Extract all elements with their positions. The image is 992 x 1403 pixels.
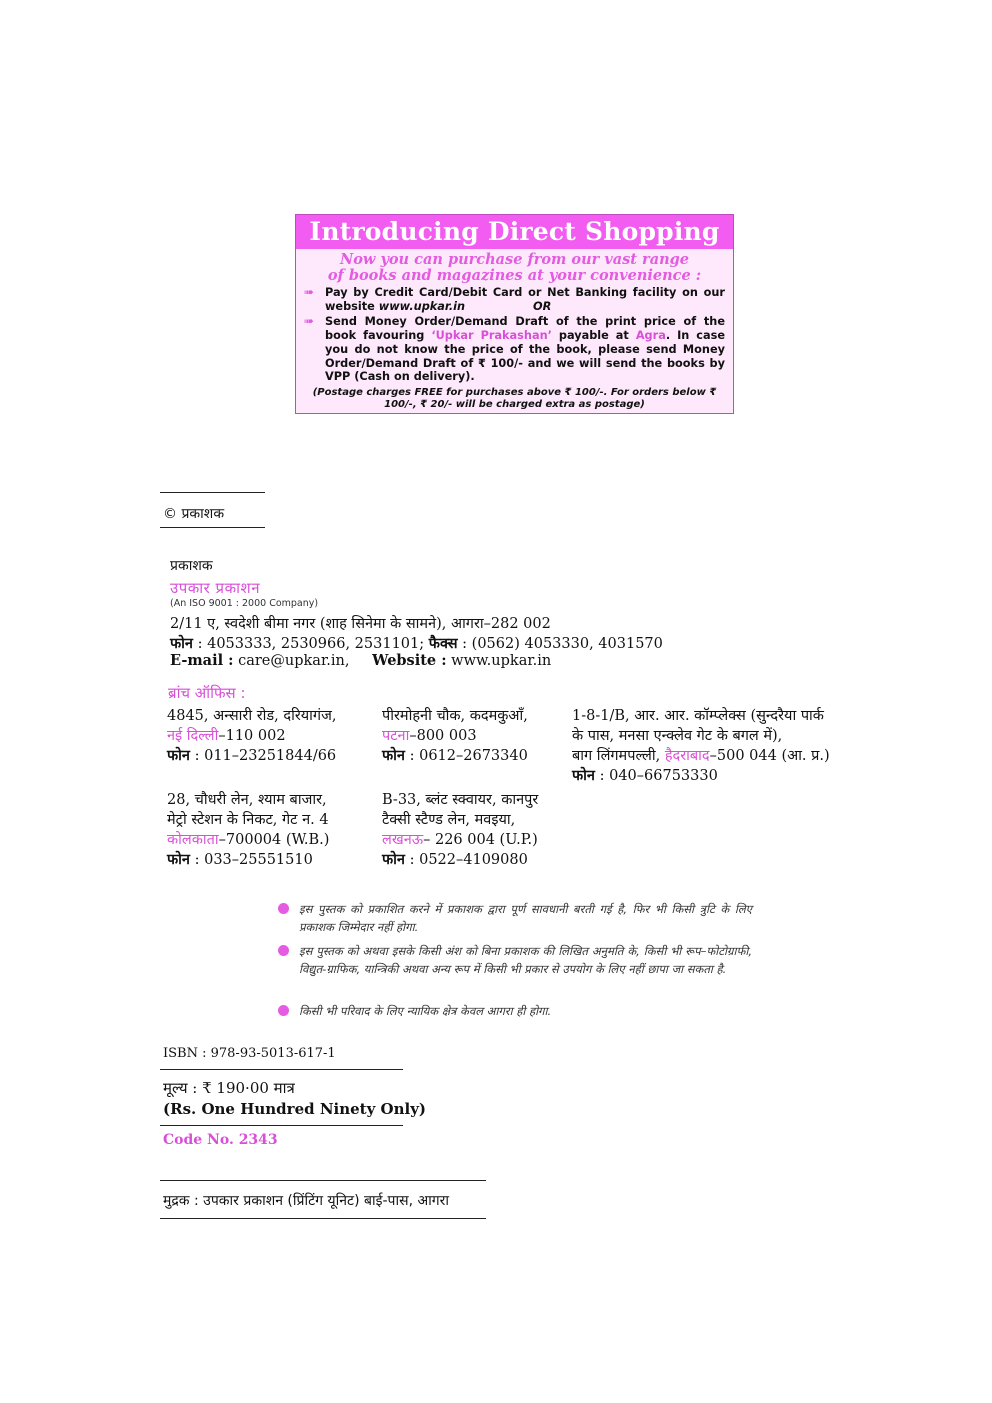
divider bbox=[160, 1180, 486, 1181]
branch-phone bbox=[382, 850, 538, 870]
branch-patna bbox=[382, 706, 528, 766]
branch-hyderabad bbox=[572, 706, 830, 786]
phone-numbers: : 4053333, 2530966, 2531101; bbox=[192, 636, 429, 652]
phone-label: फोन bbox=[167, 851, 190, 868]
ad-item-money-order bbox=[296, 315, 733, 384]
phone-label: फोन bbox=[572, 767, 595, 784]
branch-city: नई दिल्ली bbox=[167, 728, 219, 744]
disclaimer-text: इस पुस्तक को अथवा इसके किसी अंश को बिना प्रकाशक की लिखित अनुमति के, किसी भी रूप–फोटोग्राफी, विद्युत-ग्राफिक, यान्त्रिकी अथवा अन्य रूप में किसी भी प्रकार से उपयोग के लिए नहीं छापा जा सकता है. bbox=[299, 944, 752, 976]
price: मूल्य : ₹ 190·00 मात्र bbox=[163, 1079, 295, 1097]
ad-item-2-city: Agra bbox=[635, 329, 666, 343]
branch-city: कोलकाता bbox=[167, 832, 219, 848]
branch-city: पटना bbox=[382, 728, 410, 744]
phone-number: : 033–25551510 bbox=[189, 852, 313, 868]
branch-line: पीरमोहनी चौक, कदमकुआँ, bbox=[382, 708, 528, 724]
branch-kolkata bbox=[167, 790, 329, 870]
isbn: ISBN : 978-93-5013-617-1 bbox=[163, 1046, 336, 1061]
branch-city-line bbox=[167, 830, 329, 850]
ad-or-label: OR bbox=[533, 299, 552, 313]
publisher-heading: प्रकाशक bbox=[170, 558, 213, 574]
branch-city-line bbox=[382, 726, 528, 746]
price-in-words: (Rs. One Hundred Ninety Only) bbox=[163, 1100, 427, 1118]
publisher-address: 2/11 ए, स्वदेशी बीमा नगर (शाह सिनेमा के सामने), आगरा–282 002 bbox=[170, 616, 551, 632]
direct-shopping-ad bbox=[295, 214, 734, 414]
bullet-dot-icon bbox=[278, 1005, 289, 1016]
ad-subtitle-line-2: of books and magazines at your convenience : bbox=[327, 267, 702, 284]
disclaimer-text: किसी भी परिवाद के लिए न्यायिक क्षेत्र केवल आगरा ही होगा. bbox=[299, 1004, 552, 1018]
phone-label: फोन bbox=[382, 851, 405, 868]
bullet-dot-icon bbox=[278, 945, 289, 956]
website-label: Website : bbox=[372, 652, 447, 669]
branch-city: लखनऊ bbox=[382, 832, 424, 848]
website-url[interactable]: www.upkar.in bbox=[446, 653, 552, 669]
branch-delhi bbox=[167, 706, 336, 766]
code-number: Code No. 2343 bbox=[163, 1132, 278, 1148]
branch-city-line bbox=[572, 746, 830, 766]
arrow-icon: ➠ bbox=[304, 285, 315, 299]
branch-line: 28, चौधरी लेन, श्याम बाजार, bbox=[167, 792, 327, 808]
disclaimer-item bbox=[278, 1002, 752, 1020]
website-link[interactable]: www.upkar.in bbox=[378, 299, 466, 313]
ad-subtitle-line-1: Now you can purchase from our vast range bbox=[340, 251, 689, 268]
fax-numbers: : (0562) 4053330, 4031570 bbox=[457, 636, 663, 652]
divider bbox=[160, 1218, 486, 1219]
branch-line: 1-8-1/B, आर. आर. कॉम्प्लेक्स (सुन्दरैया पार्क bbox=[572, 708, 824, 724]
ad-item-1-text: Pay by Credit Card/Debit Card or Net Banking facility on our website bbox=[325, 286, 725, 313]
divider bbox=[160, 527, 265, 528]
ad-item-2-mid: payable at bbox=[558, 329, 629, 343]
branch-lucknow bbox=[382, 790, 538, 870]
publisher-phone bbox=[170, 635, 663, 653]
ad-item-2-publisher: ‘Upkar Prakashan’ bbox=[431, 329, 552, 343]
branch-pin: – 226 004 (U.P.) bbox=[423, 832, 538, 848]
email-label: E-mail : bbox=[170, 652, 234, 669]
bullet-dot-icon bbox=[278, 903, 289, 914]
phone-number: : 040–66753330 bbox=[594, 768, 718, 784]
branch-line: 4845, अन्सारी रोड, दरियागंज, bbox=[167, 708, 337, 724]
divider bbox=[160, 1069, 403, 1070]
fax-label: फैक्स bbox=[428, 635, 458, 652]
disclaimer-item bbox=[278, 900, 752, 936]
ad-postage-note: (Postage charges FREE for purchases above ₹ 100/-. For orders below ₹ 100/-, ₹ 20/- will be charged extra as postage) bbox=[312, 386, 717, 411]
publisher-iso: (An ISO 9001 : 2000 Company) bbox=[170, 598, 319, 609]
branch-phone bbox=[167, 850, 329, 870]
branch-line: B-33, ब्लंट स्क्वायर, कानपुर bbox=[382, 792, 539, 808]
branch-pin: –800 003 bbox=[409, 728, 477, 744]
phone-label: फोन bbox=[167, 747, 190, 764]
arrow-icon: ➠ bbox=[304, 314, 315, 329]
ad-banner-title: Introducing Direct Shopping bbox=[296, 215, 733, 249]
branch-pin: –700004 (W.B.) bbox=[218, 832, 330, 848]
publisher-contact bbox=[170, 652, 551, 670]
branch-locality: बाग लिंगमपल्ली, bbox=[572, 748, 665, 764]
copyright-line: © प्रकाशक bbox=[163, 506, 225, 522]
phone-number: : 011–23251844/66 bbox=[189, 748, 337, 764]
disclaimer-text: इस पुस्तक को प्रकाशित करने में प्रकाशक द्वारा पूर्ण सावधानी बरती गई है, फिर भी किसी त्रुटि के लिए प्रकाशक जिम्मेदार नहीं होगा. bbox=[299, 902, 752, 934]
branch-city-line bbox=[382, 830, 538, 850]
phone-label: फोन bbox=[382, 747, 405, 764]
branch-phone bbox=[572, 766, 830, 786]
ad-item-card-payment bbox=[296, 286, 733, 313]
divider bbox=[160, 492, 265, 493]
ad-item-2-post: . In case you do not know the price of the book, please send Money Order/Demand Draft of ₹ 100/- and we will send the books by VPP (Cash on delivery). bbox=[325, 329, 726, 384]
branch-pin: –500 044 (आ. प्र.) bbox=[709, 748, 830, 764]
phone-number: : 0522–4109080 bbox=[404, 852, 528, 868]
phone-label: फोन bbox=[170, 635, 193, 652]
publisher-name: उपकार प्रकाशन bbox=[170, 579, 261, 597]
phone-number: : 0612–2673340 bbox=[404, 748, 528, 764]
ad-item-2-pre: Send Money Order/Demand Draft of the print price of the book favouring bbox=[325, 315, 725, 343]
divider bbox=[160, 1125, 403, 1126]
branch-phone bbox=[167, 746, 336, 766]
branch-line: के पास, मनसा एन्क्लेव गेट के बगल में), bbox=[572, 728, 783, 744]
branch-phone bbox=[382, 746, 528, 766]
branch-line: टैक्सी स्टैण्ड लेन, मवइया, bbox=[382, 812, 516, 828]
branch-city: हैदराबाद bbox=[664, 748, 710, 764]
branch-pin: –110 002 bbox=[218, 728, 286, 744]
branch-line: मेट्रो स्टेशन के निकट, गेट न. 4 bbox=[167, 812, 329, 828]
disclaimer-item bbox=[278, 942, 752, 978]
email-link[interactable]: care@upkar.in, bbox=[233, 653, 350, 669]
ad-subtitle bbox=[296, 252, 733, 284]
branch-city-line bbox=[167, 726, 336, 746]
printer-info: मुद्रक : उपकार प्रकाशन (प्रिंटिंग यूनिट) बाई-पास, आगरा bbox=[163, 1193, 450, 1209]
branch-office-heading: ब्रांच ऑफिस : bbox=[168, 684, 246, 702]
